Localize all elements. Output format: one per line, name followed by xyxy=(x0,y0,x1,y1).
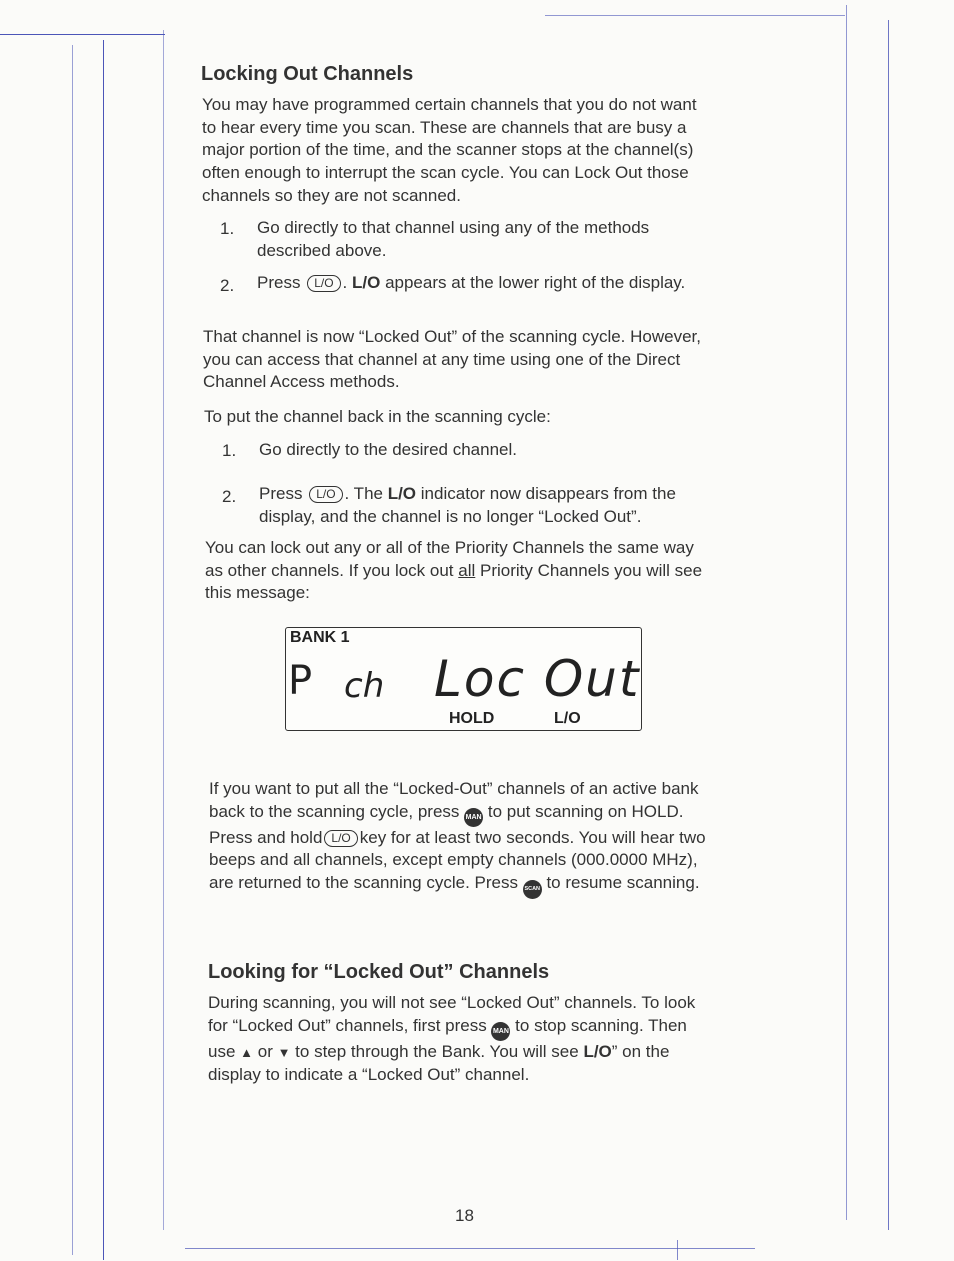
looking-or: or xyxy=(253,1041,278,1061)
section-title-locking-out: Locking Out Channels xyxy=(201,63,414,85)
step-number-1: 1. xyxy=(220,219,235,238)
lcd-hold-indicator: HOLD xyxy=(449,710,495,727)
step-2-period: . xyxy=(342,273,352,292)
priority-text-2: Priority Channels you will see this message: xyxy=(205,560,703,603)
lo-indicator-label: L/O xyxy=(352,273,381,292)
back-step-2-press: Press xyxy=(259,484,303,503)
lcd-bank-label: BANK 1 xyxy=(290,629,350,646)
looking-text-4: ” on the display to indicate a “Locked Out” channel. xyxy=(208,1041,670,1085)
lcd-message: Loc Out xyxy=(434,650,641,708)
restore-text-3: key for at least two seconds. You will hear two beeps and all channels, except empty channels (000.0000 MHz), are returned to the scanning cycle. Press xyxy=(209,827,706,893)
lo-key-icon: L/O xyxy=(324,830,357,847)
restore-text-2: to put scanning on HOLD. Press and hold xyxy=(209,801,684,847)
man-key-icon: MAN xyxy=(464,808,483,827)
step-number-2: 2. xyxy=(220,276,235,295)
section-title-looking-for: Looking for “Locked Out” Channels xyxy=(208,961,550,983)
step-2-text xyxy=(257,272,697,295)
back-step-number-2: 2. xyxy=(222,487,237,506)
page-number: 18 xyxy=(455,1206,474,1225)
restore-paragraph xyxy=(209,778,719,899)
man-key-icon: MAN xyxy=(491,1022,510,1041)
lcd-display xyxy=(285,627,642,731)
step-1-text: Go directly to that channel using any of the methods described above. xyxy=(257,218,650,260)
locked-out-paragraph: That channel is now “Locked Out” of the scanning cycle. However, you can access that channel at any time using one of the Direct Channel Access methods. xyxy=(203,327,701,392)
back-step-2-mid: . The xyxy=(344,484,388,503)
back-step-number-1: 1. xyxy=(222,441,237,460)
lcd-priority-p: P xyxy=(288,658,313,704)
back-step-2-text xyxy=(259,483,709,528)
lo-key-icon: L/O xyxy=(307,275,340,292)
priority-paragraph xyxy=(205,537,705,605)
priority-text-1: You can lock out any or all of the Priority Channels the same way as other channels. If you lock out xyxy=(205,538,694,580)
lcd-lo-indicator: L/O xyxy=(554,710,581,727)
put-back-intro: To put the channel back in the scanning cycle: xyxy=(204,407,551,426)
intro-paragraph: You may have programmed certain channels that you do not want to hear every time you scan. These are channels that are busy a major portion of the time, and the scanner stops at the channel(s) often enough to interrupt the scan cycle. You can Lock Out those channels so they are not scanned. xyxy=(202,95,697,205)
lcd-ch: ch xyxy=(344,666,385,706)
back-step-2-rest: indicator now disappears from the display, and the channel is no longer “Locked Out”. xyxy=(259,484,676,526)
lo-indicator-label: L/O xyxy=(387,484,417,503)
looking-text-3: to step through the Bank. You will see xyxy=(290,1041,584,1061)
lo-key-icon: L/O xyxy=(309,486,342,503)
looking-text-1: During scanning, you will not see “Locked Out” channels. To look for “Locked Out” channels, first press xyxy=(208,993,696,1035)
up-arrow-icon: ▲ xyxy=(240,1044,254,1060)
down-arrow-icon: ▼ xyxy=(277,1044,291,1060)
restore-text-4: to resume scanning. xyxy=(541,873,700,893)
restore-text-1: If you want to put all the “Locked-Out” channels of an active bank back to the scanning cycle, press xyxy=(209,779,699,821)
step-2-rest: appears at the lower right of the display. xyxy=(380,273,686,292)
scan-key-icon: SCAN xyxy=(523,880,542,899)
looking-paragraph xyxy=(208,992,718,1087)
looking-text-2: to stop scanning. Then use xyxy=(208,1015,687,1061)
back-step-1-text: Go directly to the desired channel. xyxy=(259,440,517,459)
priority-all: all xyxy=(458,560,476,580)
lo-indicator-label: L/O xyxy=(583,1041,612,1061)
step-2-press: Press xyxy=(257,273,301,292)
